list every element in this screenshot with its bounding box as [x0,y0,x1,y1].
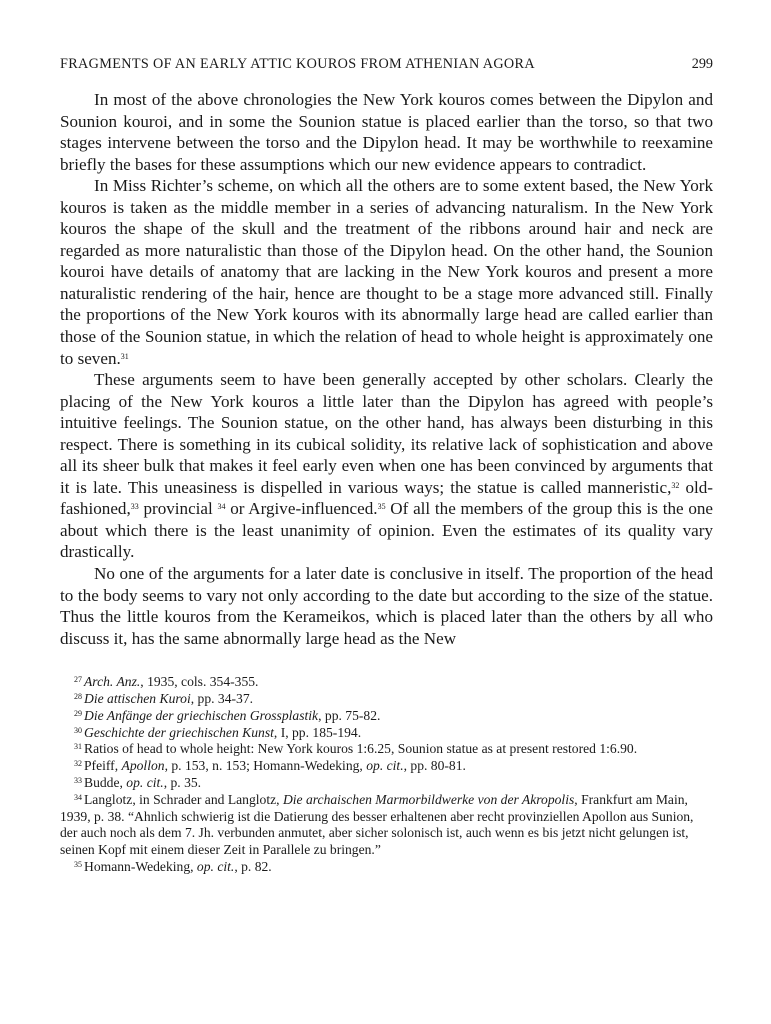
text-run: provincial [138,499,218,519]
text-run: , Frankfurt am Main, 1939, p. 38. “Ahnlich schwierig ist die Datierung des besser erhaltenen aber recht provinziellen Apollon aus Sunion, der auch noch als dem 7. Jh. verbunden anmutet, aber sicher solonisch ist, auch wenn es bis jetzt nicht gelungen ist, seinen Kopf mit einem dieser Zeit in Parallele zu bringen.” [60,791,694,858]
text-run: , pp. 34-37. [190,691,254,707]
footnote [60,725,713,742]
page [60,56,713,876]
italic-text: op. cit. [196,858,235,874]
footnote [60,691,713,708]
paragraph [60,563,713,649]
footnote [60,674,713,691]
text-run: In most of the above chronologies the New York kouros comes between the Dipylon and Sounion kouroi, and in some the Sounion statue is placed earlier than the torso, so that two stages intervene between the torso and the Dipylon head. It may be worthwhile to reexamine briefly the bases for these assumptions which our new evidence appears to contradict. [60,90,713,174]
italic-text: Geschichte der griechischen Kunst [84,724,274,740]
paragraph [60,89,713,175]
footnote [60,859,713,876]
text-run: In Miss Richter’s scheme, on which all the others are to some extent based, the New York kouros is taken as the middle member in a series of advancing naturalism. In the New York kouros the shape of the skull and the treatment of the ribbons around hair and neck are regarded as more naturalistic than those of the Dipylon head. On the other hand, the Sounion kouroi have details of anatomy that are lacking in the New York kouros and present a more naturalistic rendering of the hair, hence are thought to be a stage more advanced still. Finally the proportions of the New York kouros with its abnormally large head are called earlier than those of the Sounion statue, in which the relation of head to whole height is approximately one to seven. [60,176,713,368]
text-run: , p. 82. [234,858,272,874]
text-run: No one of the arguments for a later date is conclusive in itself. The proportion of the head to the body seems to vary not only according to the date but according to the size of the statue. Thus the little kouros from the Kerameikos, which is placed later than the others by all who discuss it, has the same abnormally large head as the New [60,564,713,648]
text-run: , pp. 80-81. [403,758,466,774]
footnote [60,758,713,775]
footnote-number: 35 [74,859,82,869]
text-run: , I, pp. 185-194. [273,724,362,740]
running-title: FRAGMENTS OF AN EARLY ATTIC KOUROS FROM ATHENIAN AGORA [60,56,535,72]
text-run: Ratios of head to whole height: New York kouros 1:6.25, Sounion statue as at present restored 1:6.90. [84,741,638,757]
footnote-number: 28 [74,692,82,702]
text-run: , p. 153, n. 153; Homann-Wedeking, [164,758,367,774]
text-run: Pfeiff, [84,758,122,774]
text-run: , 1935, cols. 354-355. [140,674,259,690]
paragraph [60,175,713,369]
italic-text: Apollon [121,758,165,774]
footnotes [60,674,713,876]
footnote [60,792,713,859]
italic-text: Arch. Anz. [84,674,141,690]
text-run: old-fashioned, [60,477,713,519]
text-run: Langlotz, in Schrader and Langlotz, [84,791,283,807]
footnote-number: 34 [74,792,82,802]
text-run: or Argive-influenced. [225,499,378,519]
italic-text: op. cit. [126,775,164,790]
footnote-number: 31 [74,742,82,752]
running-head [60,56,713,73]
body-text [60,89,713,649]
footnote-reference: 33 [130,502,139,512]
footnote-number: 27 [74,675,82,685]
footnote-reference: 31 [120,351,129,361]
italic-text: Die archaischen Marmorbildwerke von der Akropolis [282,791,575,807]
footnote-number: 29 [74,708,82,718]
footnote [60,708,713,725]
page-number: 299 [691,56,713,72]
text-run: Of all the members of the group this is the one about which there is the least unanimity of opinion. Even the estimates of its quality vary drastically. [60,499,713,562]
footnote-number: 33 [74,776,82,785]
footnote [60,775,713,792]
italic-text: op. cit. [366,758,404,774]
paragraph [60,369,713,563]
footnote-number: 32 [74,759,82,769]
text-run: , pp. 75-82. [318,707,381,723]
text-run: Homann-Wedeking, [84,858,197,874]
text-run: Budde, [84,775,127,790]
footnote-reference: 35 [377,502,386,512]
footnote-number: 30 [74,725,82,735]
italic-text: Die attischen Kuroi [84,691,191,707]
footnote-reference: 34 [217,502,226,512]
text-run: , p. 35. [163,775,202,790]
text-run: These arguments seem to have been generally accepted by other scholars. Clearly the placing of the New York kouros a little later than the Dipylon has agreed with people’s intuitive feelings. The Sounion statue, on the other hand, has always been disturbing in this respect. There is something in its cubical solidity, its relative lack of sophistication and above all its sheer bulk that makes it feel early even when one has been convinced by arguments that it is late. This uneasiness is dispelled in various ways; the statue is called manneristic, [60,370,713,497]
italic-text: Die Anfänge der griechischen Grossplastik [84,707,319,723]
footnote-reference: 32 [671,480,680,490]
footnote [60,741,713,758]
